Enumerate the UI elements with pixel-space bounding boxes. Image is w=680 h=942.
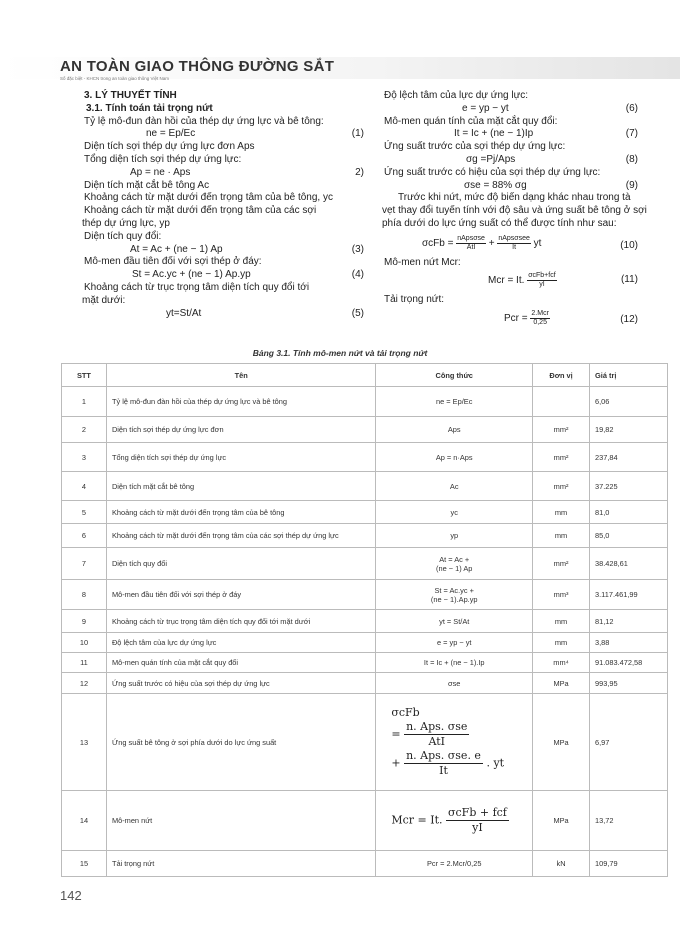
- cell-name: Diện tích quy đổi: [106, 548, 375, 580]
- cell-name: Tổng diện tích sợi thép dự ứng lực: [106, 443, 375, 472]
- cell-stt: 8: [62, 580, 107, 610]
- table-row: [62, 694, 668, 791]
- column-header: Công thức: [376, 364, 533, 387]
- cell-name: Mô-men đầu tiên đối với sợi thép ở đáy: [106, 580, 375, 610]
- equation-number: (5): [351, 307, 364, 319]
- cell-formula: It = Ic + (ne − 1).Ip: [376, 653, 533, 673]
- paragraph: Diện tích sợi thép dự ứng lực đơn Aps: [84, 141, 255, 153]
- column-header: Tên: [106, 364, 375, 387]
- table-row: [62, 548, 668, 580]
- table-row: [62, 791, 668, 851]
- equation-row: [84, 128, 364, 141]
- table-row: [62, 653, 668, 673]
- fraction: n. Aps. σse. e It: [406, 749, 481, 777]
- paragraph: phía dưới do lực ứng suất có thể được tính như sau:: [382, 217, 617, 229]
- results-table: [61, 363, 668, 877]
- paragraph: Ứng suất trước có hiệu của sợi thép dự ứng lực:: [384, 166, 601, 178]
- cell-value: 6,97: [590, 694, 668, 791]
- paragraph: thép dự ứng lực, yp: [82, 217, 170, 229]
- equation-number: (6): [625, 102, 638, 114]
- cell-stt: 14: [62, 791, 107, 851]
- paragraph: Khoảng cách từ trục trọng tâm diện tích quy đổi tới: [84, 281, 310, 293]
- cell-stt: 4: [62, 472, 107, 501]
- table-row: [62, 443, 668, 472]
- cell-stt: 13: [62, 694, 107, 791]
- column-header: STT: [62, 364, 107, 387]
- cell-value: 109,79: [590, 851, 668, 877]
- cell-stt: 6: [62, 524, 107, 548]
- equation-row: [384, 270, 638, 294]
- fraction: $\frac{\text{nApsσse}}{\text{AtI}}$: [457, 234, 485, 251]
- cell-name: Diện tích sợi thép dự ứng lực đơn: [106, 417, 375, 443]
- equation-number: (7): [625, 128, 638, 140]
- cell-unit: mm²: [533, 417, 590, 443]
- equation: Ap = ne · Aps: [130, 166, 191, 178]
- cell-unit: mm: [533, 524, 590, 548]
- table-row: [62, 610, 668, 633]
- cell-stt: 10: [62, 633, 107, 653]
- equation-row: [84, 269, 364, 282]
- cell-stt: 2: [62, 417, 107, 443]
- cell-unit: mm²: [533, 472, 590, 501]
- cell-value: 19,82: [590, 417, 668, 443]
- paragraph: Mô-men đầu tiên đối với sợi thép ở đáy:: [84, 256, 262, 268]
- cell-formula: ne = Ep/Ec: [376, 387, 533, 417]
- cell-unit: kN: [533, 851, 590, 877]
- journal-title: AN TOÀN GIAO THÔNG ĐƯỜNG SẮT: [60, 58, 335, 75]
- cell-formula: Pcr = 2.Mcr/0,25: [376, 851, 533, 877]
- equation: σse = 88% σg: [464, 179, 527, 191]
- cell-formula: σse: [376, 673, 533, 694]
- journal-subtitle: Số đặc biệt - KHCN trong an toàn giao thông Việt Nam: [60, 76, 169, 81]
- paragraph: Tỷ lệ mô-đun đàn hồi của thép dự ứng lực và bê tông:: [84, 115, 324, 127]
- equation: σg =Pj/Aps: [466, 153, 516, 165]
- paragraph: Mô-men quán tính của mặt cắt quy đổi:: [384, 115, 558, 127]
- paragraph: Ứng suất trước của sợi thép dự ứng lực:: [384, 141, 566, 153]
- cell-unit: MPa: [533, 791, 590, 851]
- cell-value: 38.428,61: [590, 548, 668, 580]
- cell-stt: 3: [62, 443, 107, 472]
- cell-value: 3,88: [590, 633, 668, 653]
- cell-value: 37.225: [590, 472, 668, 501]
- equation: At = Ac + (ne − 1) Ap: [130, 243, 223, 255]
- paragraph: Tải trọng nứt:: [384, 293, 445, 305]
- equation: σcFb = $\frac{\text{nApsσse}}{\text{AtI}}$ + $\frac{\text{nApsσsee}}{It}$ yt: [422, 234, 542, 251]
- equation-row: [384, 231, 638, 257]
- cell-formula: Ap = n·Aps: [376, 443, 533, 472]
- table-row: [62, 580, 668, 610]
- cell-formula: Aps: [376, 417, 533, 443]
- cell-value: 993,95: [590, 673, 668, 694]
- equation-row: [384, 128, 638, 141]
- cell-unit: mm: [533, 501, 590, 524]
- equation-number: (3): [351, 243, 364, 255]
- subsection-heading: 3.1. Tính toán tải trọng nứt: [86, 102, 213, 114]
- table-row: [62, 501, 668, 524]
- cell-stt: 5: [62, 501, 107, 524]
- cell-formula: yp: [376, 524, 533, 548]
- table-row: [62, 851, 668, 877]
- cell-stt: 15: [62, 851, 107, 877]
- cell-name: Khoảng cách từ trục trọng tâm diện tích quy đổi tới mặt dưới: [106, 610, 375, 633]
- cell-name: Mô-men quán tính của mặt cắt quy đổi: [106, 653, 375, 673]
- cell-unit: mm: [533, 633, 590, 653]
- cell-name: Tỷ lệ mô-đun đàn hồi của thép dự ứng lực và bê tông: [106, 387, 375, 417]
- formula-block: σcFb = n. Aps. σse AtI + n. Aps. σse. e It . yt: [391, 706, 505, 777]
- cell-value: 237,84: [590, 443, 668, 472]
- paragraph: Tổng diện tích sợi thép dự ứng lực:: [84, 153, 242, 165]
- cell-unit: mm⁴: [533, 653, 590, 673]
- equation-number: (9): [625, 179, 638, 191]
- table-header-row: [62, 364, 668, 387]
- section-heading: 3. LÝ THUYẾT TÍNH: [84, 90, 177, 101]
- cell-formula: Ac: [376, 472, 533, 501]
- table-row: [62, 472, 668, 501]
- cell-value: 85,0: [590, 524, 668, 548]
- cell-stt: 1: [62, 387, 107, 417]
- equation-number: (11): [620, 273, 638, 285]
- cell-formula: St = Ac.yc + (ne − 1).Ap.yp: [376, 580, 533, 610]
- cell-name: Ứng suất trước có hiệu của sợi thép dự ứng lực: [106, 673, 375, 694]
- equation: Pcr = $\frac{\text{2.Mcr}}{0,25}$: [504, 310, 549, 327]
- equation: It = Ic + (ne − 1)Ip: [454, 128, 534, 140]
- cell-name: Ứng suất bê tông ở sợi phía dưới do lực ứng suất: [106, 694, 375, 791]
- equation-row: [84, 167, 364, 180]
- paragraph: Trước khi nứt, mức độ biến dạng khác nhau trong tà: [398, 192, 631, 204]
- table-row: [62, 673, 668, 694]
- right-column: [382, 90, 647, 330]
- cell-unit: [533, 387, 590, 417]
- cell-value: 91.083.472,58: [590, 653, 668, 673]
- cell-stt: 7: [62, 548, 107, 580]
- fraction: $\frac{\text{σcFb+fcf}}{yI}$: [528, 271, 556, 288]
- equation: yt=St/At: [166, 307, 202, 319]
- equation: St = Ac.yc + (ne − 1) Ap.yp: [132, 269, 251, 281]
- cell-value: 81,12: [590, 610, 668, 633]
- equation-row: [384, 180, 638, 193]
- equation-number: 2): [355, 166, 364, 178]
- paragraph: Diện tích quy đổi:: [84, 230, 162, 242]
- cell-value: 81,0: [590, 501, 668, 524]
- equation: ne = Ep/Ec: [146, 128, 196, 140]
- table-row: [62, 417, 668, 443]
- cell-unit: mm²: [533, 548, 590, 580]
- cell-formula: At = Ac + (ne − 1) Ap: [376, 548, 533, 580]
- equation-row: [84, 308, 364, 321]
- cell-name: Tải trọng nứt: [106, 851, 375, 877]
- table-row: [62, 633, 668, 653]
- paragraph: mặt dưới:: [82, 294, 126, 306]
- cell-stt: 9: [62, 610, 107, 633]
- column-header: Giá trị: [590, 364, 668, 387]
- page-number: 142: [60, 888, 82, 903]
- table-caption: Bảng 3.1. Tính mô-men nứt và tải trọng nứt: [252, 348, 428, 358]
- cell-unit: mm²: [533, 443, 590, 472]
- paragraph: Diện tích mặt cắt bê tông Ac: [84, 179, 210, 191]
- table-row: [62, 524, 668, 548]
- cell-formula: e = yp − yt: [376, 633, 533, 653]
- paragraph: Mô-men nứt Mcr:: [384, 256, 461, 268]
- equation-row: [384, 306, 638, 330]
- cell-unit: MPa: [533, 673, 590, 694]
- formula-block: Mcr = It. σcFb + fcf yI: [391, 806, 507, 834]
- cell-name: Diện tích mặt cắt bê tông: [106, 472, 375, 501]
- cell-formula: [376, 791, 533, 851]
- equation-number: (4): [351, 269, 364, 281]
- cell-name: Khoảng cách từ mặt dưới đến trọng tâm của các sợi thép dự ứng lực: [106, 524, 375, 548]
- equation: Mcr = It. $\frac{\text{σcFb+fcf}}{yI}$: [488, 271, 556, 288]
- equation-number: (8): [625, 153, 638, 165]
- paragraph: Độ lệch tâm của lực dự ứng lực:: [384, 90, 529, 101]
- cell-formula: [376, 694, 533, 791]
- cell-unit: mm³: [533, 580, 590, 610]
- cell-formula: yc: [376, 501, 533, 524]
- equation-number: (12): [620, 314, 638, 326]
- cell-name: Độ lệch tâm của lực dự ứng lực: [106, 633, 375, 653]
- equation-row: [384, 154, 638, 167]
- equation-number: (10): [620, 239, 638, 251]
- cell-stt: 12: [62, 673, 107, 694]
- cell-value: 3.117.461,99: [590, 580, 668, 610]
- equation-row: [384, 103, 638, 116]
- cell-value: 13,72: [590, 791, 668, 851]
- fraction: n. Aps. σse AtI: [406, 720, 468, 748]
- paragraph: Khoảng cách từ mặt dưới đến trọng tâm của các sợi: [84, 205, 317, 217]
- paragraph: vẹt thay đổi tuyến tính với độ sâu và ứng suất bê tông ở sợi: [382, 205, 647, 217]
- left-column: [84, 90, 364, 320]
- cell-unit: mm: [533, 610, 590, 633]
- fraction: σcFb + fcf yI: [448, 806, 507, 834]
- cell-unit: MPa: [533, 694, 590, 791]
- cell-name: Khoảng cách từ mặt dưới đến trọng tâm của bê tông: [106, 501, 375, 524]
- cell-stt: 11: [62, 653, 107, 673]
- paragraph: Khoảng cách từ mặt dưới đến trọng tâm của bê tông, yc: [84, 192, 333, 204]
- column-header: Đơn vị: [533, 364, 590, 387]
- cell-name: Mô-men nứt: [106, 791, 375, 851]
- fraction: $\frac{\text{nApsσsee}}{It}$: [498, 234, 530, 251]
- fraction: $\frac{\text{2.Mcr}}{0,25}$: [531, 310, 549, 327]
- table-row: [62, 387, 668, 417]
- equation: e = yp − yt: [462, 102, 509, 114]
- cell-formula: yt = St/At: [376, 610, 533, 633]
- equation-number: (1): [351, 128, 364, 140]
- equation-row: [84, 244, 364, 257]
- cell-value: 6,06: [590, 387, 668, 417]
